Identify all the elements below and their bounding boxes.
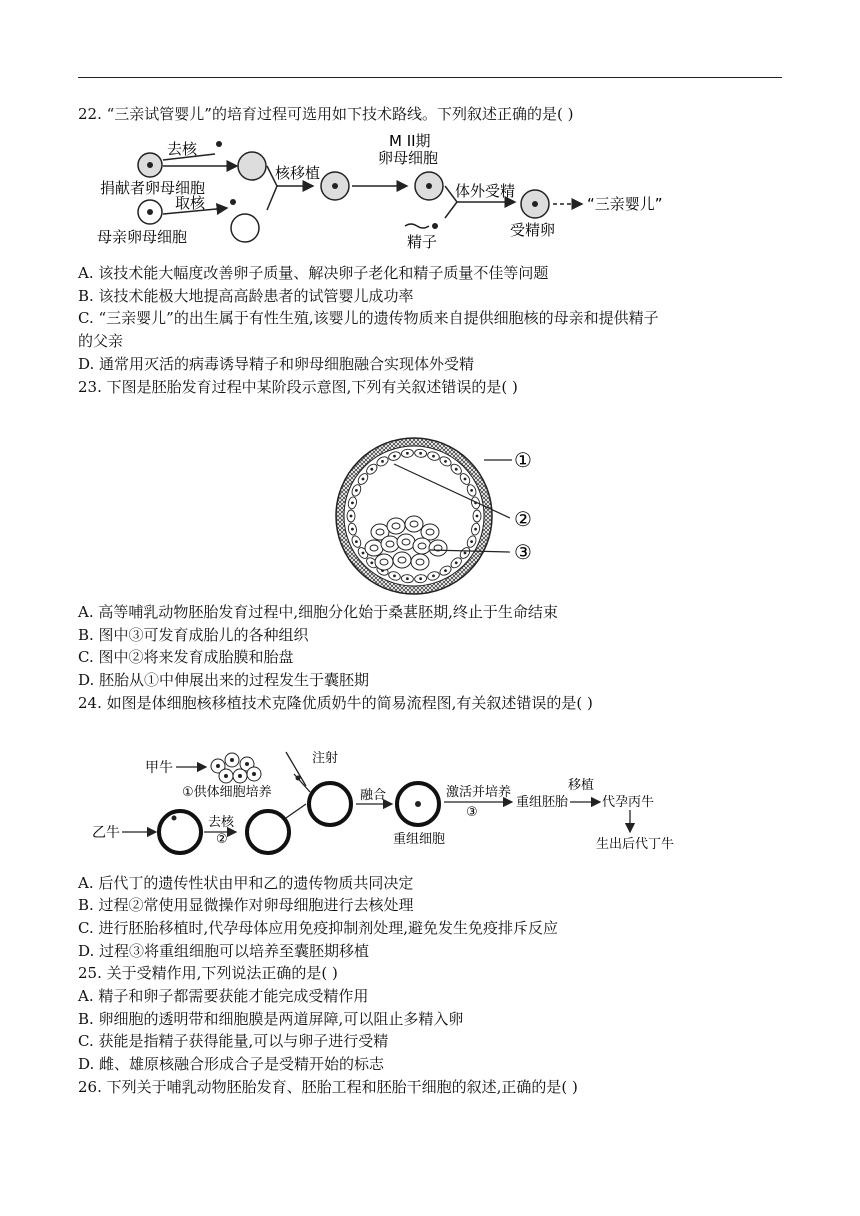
q26-stem: 26. 下列关于哺乳动物胚胎发育、胚胎工程和胚胎干细胞的叙述,正确的是( ) (78, 1078, 578, 1096)
q22-option-c: C. “三亲婴儿”的出生属于有性生殖,该婴儿的遗传物质来自提供细胞核的母亲和提供精子 (78, 309, 659, 327)
donor-cells (211, 753, 261, 783)
label-donor-egg: 捐献者卵母细胞 (100, 179, 206, 197)
zygote (521, 190, 549, 218)
label-1: ① (514, 448, 532, 472)
q23-option-b: B. 图中③可发育成胎儿的各种组织 (78, 626, 309, 644)
label-transplant: 移植 (568, 778, 595, 793)
q25-option-a: A. 精子和卵子都需要获能才能完成受精作用 (78, 987, 369, 1005)
reconstructed-cell (397, 783, 439, 825)
label-step1: ①供体细胞培养 (182, 785, 272, 800)
label-offspring: 生出后代丁牛 (596, 837, 675, 852)
q25-stem: 25. 关于受精作用,下列说法正确的是( ) (78, 964, 338, 982)
label-mother-egg: 母亲卵母细胞 (97, 228, 188, 246)
enucleated-egg (238, 152, 266, 180)
donor-egg-cell (138, 153, 162, 177)
label-recon-cell: 重组细胞 (393, 832, 446, 847)
trophoblast-nucleus (419, 452, 422, 455)
trophoblast-nucleus (464, 478, 467, 481)
trophoblast-nucleus (370, 561, 373, 564)
q22-option-b: B. 该技术能极大地提高高龄患者的试管婴儿成功率 (78, 287, 414, 305)
trophoblast-nucleus (351, 502, 354, 505)
injected-oocyte (309, 783, 351, 825)
trophoblast-nucleus (455, 468, 458, 471)
trophoblast-nucleus (393, 575, 396, 578)
enucleated-oocyte (247, 811, 289, 853)
label-fuse: 融合 (360, 788, 387, 803)
trophoblast-nucleus (406, 452, 409, 455)
q22-option-a: A. 该技术能大幅度改善卵子质量、解决卵子老化和精子质量不佳等问题 (78, 264, 549, 282)
trophoblast-nucleus (350, 515, 353, 518)
trophoblast-nucleus (444, 460, 447, 463)
label-activate: 激活并培养 (446, 785, 512, 800)
label-take-nucleus: 取核 (175, 194, 206, 212)
sperm-tail (405, 224, 429, 228)
sperm-head (432, 223, 438, 229)
label-enucleate: 去核 (167, 140, 198, 158)
trophoblast-nucleus (455, 561, 458, 564)
q23-option-d: D. 胚胎从①中伸展出来的过程发生于囊胚期 (78, 671, 370, 689)
trophoblast-nucleus (476, 515, 479, 518)
label-surrogate: 代孕丙牛 (602, 795, 655, 810)
trophoblast-nucleus (470, 489, 473, 492)
label-cow-b: 乙牛 (92, 825, 120, 841)
q22-figure (95, 130, 695, 252)
trophoblast-nucleus (406, 577, 409, 580)
q23-figure (334, 436, 544, 596)
q24-option-a: A. 后代丁的遗传性状由甲和乙的遗传物质共同决定 (78, 874, 414, 892)
label-nuclear-transfer: 核移植 (275, 164, 321, 182)
trophoblast-nucleus (355, 540, 358, 543)
trophoblast-nucleus (393, 455, 396, 458)
needle (286, 752, 306, 786)
trophoblast-nucleus (362, 552, 365, 555)
remaining-cell (231, 214, 259, 242)
q24-option-c: C. 进行胚胎移植时,代孕母体应用免疫抑制剂处理,避免发生免疫排斥反应 (78, 919, 559, 937)
q22-option-d: D. 通常用灭活的病毒诱导精子和卵母细胞融合实现体外受精 (78, 355, 475, 373)
q25-option-d: D. 雌、雄原核融合形成合子是受精开始的标志 (78, 1055, 385, 1073)
label-inject: 注射 (312, 751, 339, 766)
label-recon-embryo: 重组胚胎 (516, 795, 569, 810)
trophoblast-nucleus (351, 528, 354, 531)
q23-option-a: A. 高等哺乳动物胚胎发育过程中,细胞分化始于桑葚胚期,终止于生命结束 (78, 603, 558, 621)
trophoblast-nucleus (432, 455, 435, 458)
label-cow-a: 甲牛 (145, 760, 173, 776)
label-step2: ② (216, 832, 228, 847)
label-3: ③ (514, 540, 532, 564)
trophoblast-nucleus (419, 577, 422, 580)
label-mii-2: 卵母细胞 (378, 149, 439, 167)
trophoblast-nucleus (464, 552, 467, 555)
label-enucleate: 去核 (208, 815, 235, 830)
label-baby: “三亲婴儿” (587, 195, 663, 213)
oocyte-b (159, 811, 201, 853)
q23-option-c: C. 图中②将来发育成胎膜和胎盘 (78, 648, 294, 666)
trophoblast-nucleus (432, 575, 435, 578)
label-mii-1: M II期 (389, 132, 431, 150)
removed-nucleus (216, 141, 222, 147)
trophoblast-nucleus (474, 528, 477, 531)
q24-stem: 24. 如图是体细胞核移植技术克隆优质奶牛的简易流程图,有关叙述错误的是( ) (78, 694, 593, 712)
q22-option-c-cont: 的父亲 (78, 332, 124, 350)
trophoblast-nucleus (444, 569, 447, 572)
trophoblast-nucleus (470, 540, 473, 543)
trophoblast-nucleus (362, 478, 365, 481)
extracted-nucleus (230, 199, 236, 205)
label-ivf: 体外受精 (455, 182, 516, 200)
label-sperm: 精子 (407, 233, 438, 251)
q24-figure (90, 742, 690, 862)
trophoblast-nucleus (355, 489, 358, 492)
q22-stem: 22. “三亲试管婴儿”的培育过程可选用如下技术路线。下列叙述正确的是( ) (78, 105, 574, 123)
q25-option-b: B. 卵细胞的透明带和细胞膜是两道屏障,可以阻止多精入卵 (78, 1010, 464, 1028)
q23-stem: 23. 下图是胚胎发育过程中某阶段示意图,下列有关叙述错误的是( ) (78, 378, 518, 396)
injected-nucleus (296, 776, 301, 781)
q25-option-c: C. 获能是指精子获得能量,可以与卵子进行受精 (78, 1032, 389, 1050)
q24-option-d: D. 过程③将重组细胞可以培养至囊胚期移植 (78, 942, 370, 960)
reconstructed-egg (321, 172, 349, 200)
header-rule (78, 77, 782, 78)
trophoblast-nucleus (381, 460, 384, 463)
label-2: ② (514, 507, 532, 531)
label-zygote: 受精卵 (510, 221, 556, 239)
label-step3: ③ (466, 805, 478, 820)
q24-option-b: B. 过程②常使用显微操作对卵母细胞进行去核处理 (78, 896, 414, 914)
mother-egg-cell (138, 200, 162, 224)
connector (286, 804, 306, 818)
trophoblast-nucleus (370, 468, 373, 471)
mii-oocyte (415, 172, 443, 200)
